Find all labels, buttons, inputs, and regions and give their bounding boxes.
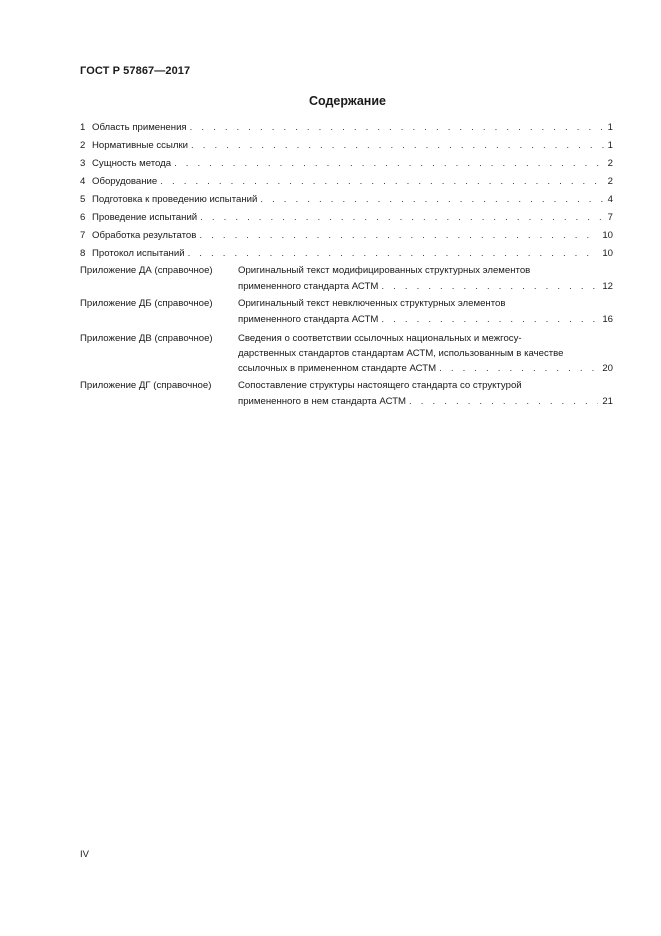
leader-dots — [439, 363, 598, 374]
section-number: 7 — [80, 230, 86, 241]
leader-dots — [200, 212, 604, 223]
section-number: 8 — [80, 248, 86, 259]
appendix-label: Приложение ДВ (справочное) — [80, 333, 213, 344]
section-title: Сущность метода — [92, 158, 172, 169]
appendix-title-line: ссылочных в примененном стандарте АСТМ — [238, 363, 437, 374]
section-title: Проведение испытаний — [92, 212, 198, 223]
section-number: 5 — [80, 194, 86, 205]
section-number: 2 — [80, 140, 86, 151]
appendix-title-line: примененного в нем стандарта АСТМ — [238, 396, 407, 407]
appendix-title-line: Оригинальный текст невключенных структурных элементов — [238, 298, 506, 309]
page-number: 4 — [607, 194, 613, 205]
document-code: ГОСТ Р 57867—2017 — [80, 65, 191, 77]
section-title: Оборудование — [92, 176, 158, 187]
appendix-label: Приложение ДА (справочное) — [80, 265, 213, 276]
leader-dots — [260, 194, 603, 205]
page-number: 21 — [602, 396, 613, 407]
section-title: Подготовка к проведению испытаний — [92, 194, 258, 205]
leader-dots — [199, 230, 598, 241]
appendix-label: Приложение ДГ (справочное) — [80, 380, 212, 391]
leader-dots — [174, 158, 604, 169]
appendix-title-line: Сведения о соответствии ссылочных национальных и межгосу- — [238, 333, 522, 344]
leader-dots — [190, 122, 604, 133]
page-number: 12 — [602, 281, 613, 292]
toc-title: Содержание — [308, 94, 386, 108]
section-number: 4 — [80, 176, 86, 187]
page-number: 2 — [607, 158, 613, 169]
leader-dots — [160, 176, 603, 187]
section-number: 3 — [80, 158, 86, 169]
section-title: Область применения — [92, 122, 187, 133]
appendix-title-line: примененного стандарта АСТМ — [238, 281, 379, 292]
leader-dots — [381, 281, 598, 292]
page-number: 1 — [607, 122, 613, 133]
leader-dots — [409, 396, 598, 407]
leader-dots — [188, 248, 599, 259]
footer-page-number: IV — [80, 849, 89, 860]
appendix-title-line: примененного стандарта АСТМ — [238, 314, 379, 325]
section-title: Нормативные ссылки — [92, 140, 189, 151]
section-number: 1 — [80, 122, 86, 133]
section-title: Протокол испытаний — [92, 248, 185, 259]
appendix-title-line: Оригинальный текст модифицированных структурных элементов — [238, 265, 531, 276]
page-number: 7 — [607, 212, 613, 223]
appendix-label: Приложение ДБ (справочное) — [80, 298, 213, 309]
leader-dots — [381, 314, 598, 325]
page-number: 10 — [602, 230, 613, 241]
section-title: Обработка результатов — [92, 230, 197, 241]
appendix-title-line: Сопоставление структуры настоящего стандарта со структурой — [238, 380, 522, 391]
leader-dots — [191, 140, 604, 151]
page-number: 10 — [602, 248, 613, 259]
section-number: 6 — [80, 212, 86, 223]
appendix-title-line: дарственных стандартов стандартам АСТМ, использованным в качестве — [238, 348, 564, 359]
page-number: 1 — [607, 140, 613, 151]
page-number: 20 — [602, 363, 613, 374]
page-number: 16 — [602, 314, 613, 325]
page-number: 2 — [607, 176, 613, 187]
